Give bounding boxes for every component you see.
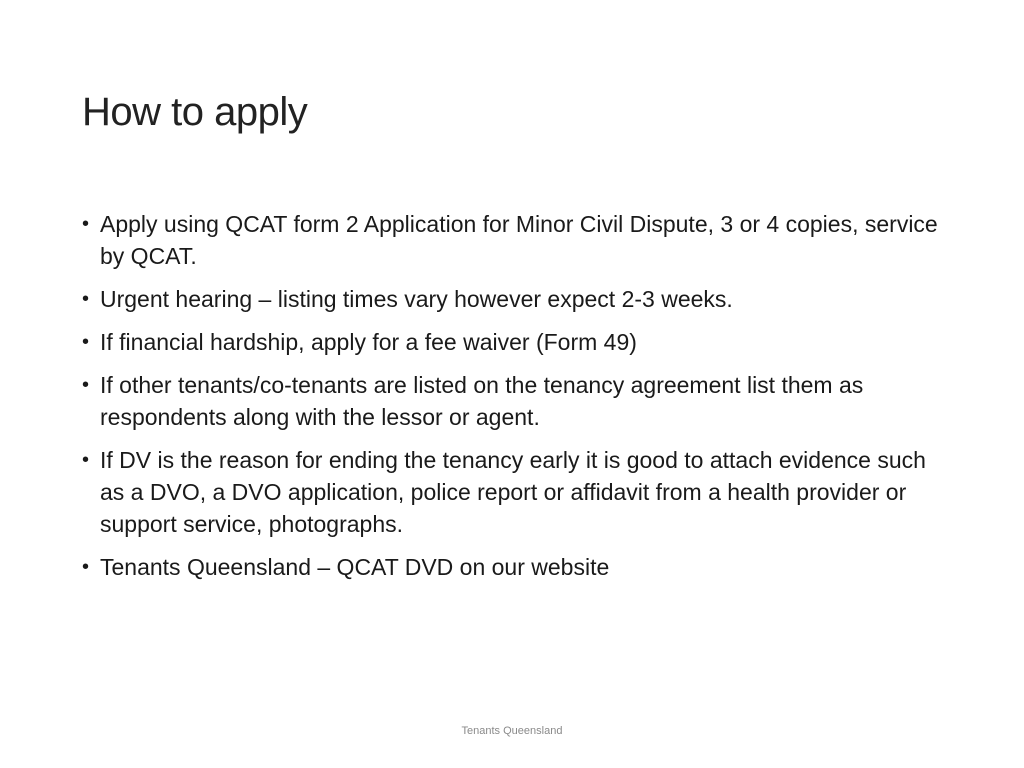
slide-title: How to apply bbox=[82, 90, 308, 134]
slide-footer: Tenants Queensland bbox=[461, 725, 563, 737]
bullet-dot-icon: • bbox=[82, 331, 90, 353]
bullet-item bbox=[82, 208, 942, 272]
bullet-text: If financial hardship, apply for a fee waiver (Form 49) bbox=[100, 329, 637, 355]
bullet-text: Apply using QCAT form 2 Application for Minor Civil Dispute, 3 or 4 copies, service by QCAT. bbox=[100, 211, 938, 269]
bullet-item bbox=[82, 551, 942, 583]
bullet-item bbox=[82, 369, 942, 433]
bullet-text: Tenants Queensland – QCAT DVD on our website bbox=[100, 554, 610, 580]
bullet-dot-icon: • bbox=[82, 556, 90, 578]
bullet-dot-icon: • bbox=[82, 288, 90, 310]
bullet-item bbox=[82, 326, 942, 358]
bullet-dot-icon: • bbox=[82, 213, 90, 235]
bullet-text: If other tenants/co-tenants are listed on the tenancy agreement list them as respondents along with the lessor or agent. bbox=[100, 372, 864, 430]
bullet-text: Urgent hearing – listing times vary however expect 2-3 weeks. bbox=[100, 286, 733, 312]
bullet-dot-icon: • bbox=[82, 449, 90, 471]
bullet-dot-icon: • bbox=[82, 374, 90, 396]
bullet-list bbox=[82, 208, 942, 594]
bullet-item bbox=[82, 444, 942, 540]
bullet-item bbox=[82, 283, 942, 315]
bullet-text: If DV is the reason for ending the tenancy early it is good to attach evidence such as a DVO, a DVO application, police report or affidavit from a health provider or support service, photographs. bbox=[100, 447, 926, 537]
